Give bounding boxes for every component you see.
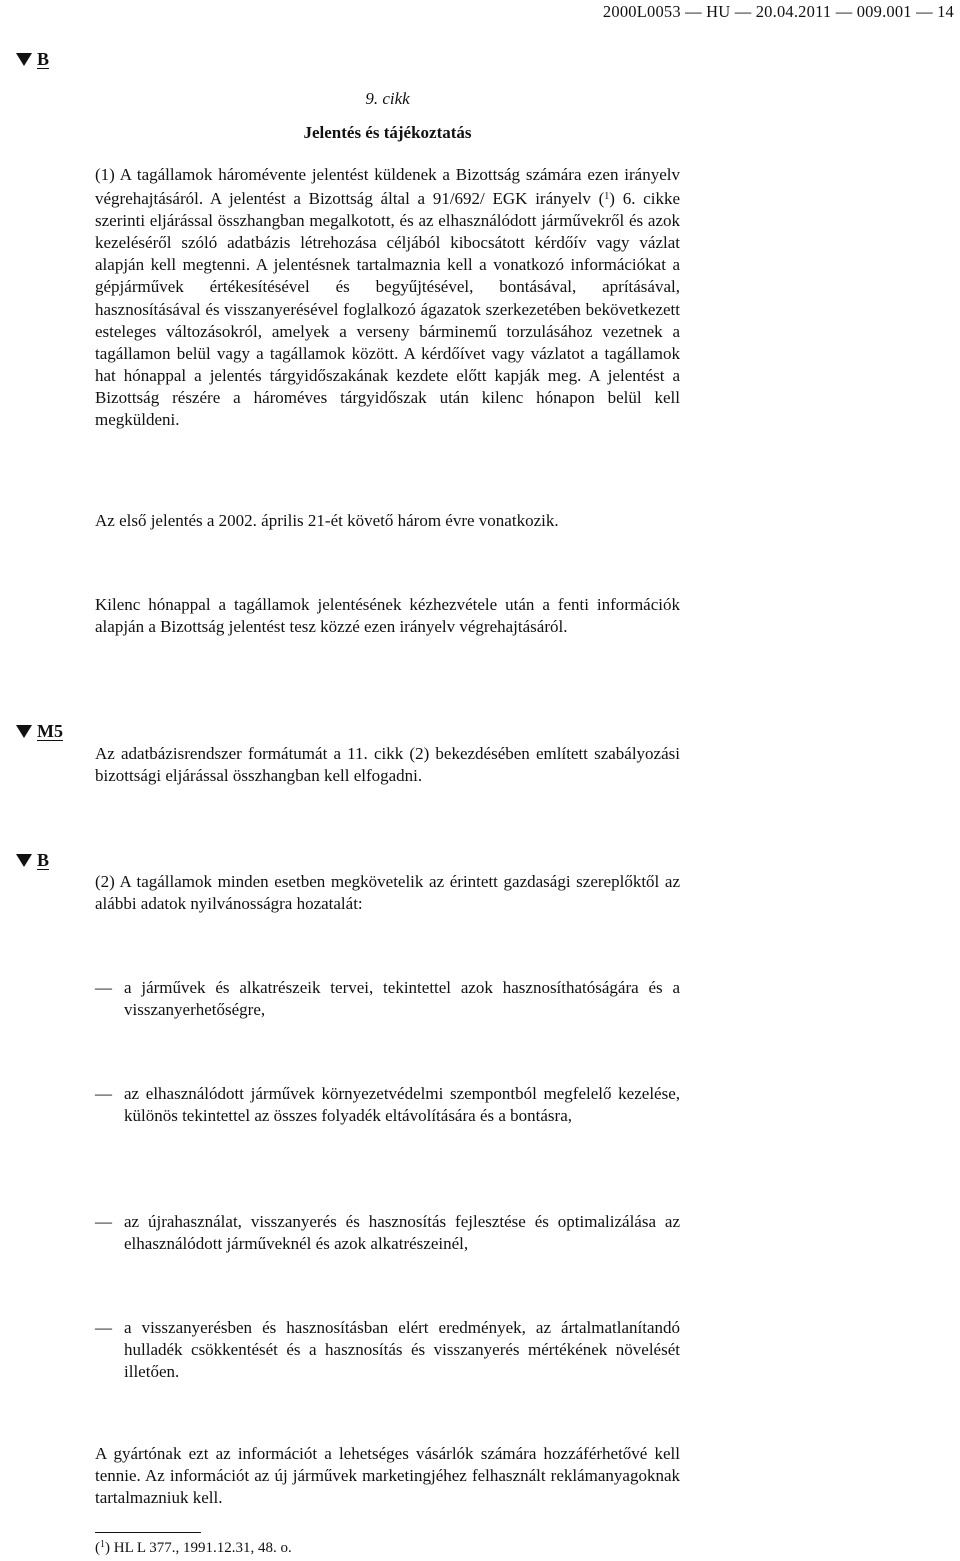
list-item: a visszanyerésben és hasznosításban elért eredmények, az ártalmatlanítandó hulladék csökkentését és a hasznosítás és visszanyerés mértékének növelését illetően. [124,1318,680,1382]
amendment-marker-b [16,850,49,871]
marker-code: M5 [37,721,63,741]
paragraph-6: A gyártónak ezt az információt a lehetséges vásárlók számára hozzáférhetővé kell tennie. Az információt az új járművek marketingjéhez felhasznált reklámanyagoknak tartalmazniuk kell. [95,1444,680,1508]
article-number: 9. cikk [365,89,410,108]
list-dash: — [95,1084,112,1103]
footnote-text: ) HL L 377., 1991.12.31, 48. o. [105,1540,292,1556]
footnote-ref: 1 [604,191,610,203]
article-title: Jelentés és tájékoztatás [303,123,472,142]
list-dash: — [95,978,112,997]
paragraph-4: Az adatbázisrendszer formátumát a 11. cikk (2) bekezdésében említett szabályozási bizottsági eljárással összhangban kell elfogadni. [95,744,680,786]
list-item: a járművek és alkatrészeik tervei, tekintettel azok hasznosíthatóságára és a visszanyerhetőségre, [124,978,680,1020]
list-dash: — [95,1212,112,1231]
footnote [95,1539,292,1557]
paragraph-1-start: (1) A tagállamok háromévente jelentést küldenek a Bizottság számára ezen irányelv végrehajtásáról. A jelentést a Bizottság által a 91/692/ EGK irányelv ( [95,165,680,209]
amendment-marker-b [16,49,49,70]
paragraph-5: (2) A tagállamok minden esetben megkövetelik az érintett gazdasági szereplőktől az alábbi adatok nyilvánosságra hozatalát: [95,872,680,914]
paragraph-1-end: ) 6. cikke szerinti eljárással összhangban megalkotott, és az elhasználódott járművekről és azok kezeléséről szóló adatbázis létrehozása céljából kibocsátott kérdőív vagy vázlat alapján kell megtenni. A jelentésnek tartalmaznia kell a vonatkozó információkat a gépjárművek értékesítésével és begyűjtésével, bontásával, aprításával, hasznosításával és visszanyerésével foglalkozó ágazatok szerkezetében bekövetkezett esteleges változásokról, amelyek a verseny bárminemű torzulásához vezetnek a tagállamon belül vagy a tagállamok között. A kérdőívet vagy vázlatot a tagállamok hat hónappal a jelentés tárgyidőszakának kezdete előtt kapják meg. A jelentést a Bizottság részére a hároméves tárgyidőszak után kilenc hónapon belül kell megküldeni. [95,189,680,430]
triangle-down-icon [16,53,32,66]
footnote-mark: 1 [100,1539,105,1550]
paragraph-3: Kilenc hónappal a tagállamok jelentésének kézhezvétele után a fenti információk alapján a Bizottság jelentést tesz közzé ezen irányelv végrehajtásáról. [95,595,680,637]
document-header: 2000L0053 — HU — 20.04.2011 — 009.001 — 14 [602,2,954,21]
list-item: az újrahasználat, visszanyerés és hasznosítás fejlesztése és optimalizálása az elhasználódott járműveknél és azok alkatrészeinél, [124,1212,680,1254]
triangle-down-icon [16,854,32,867]
list-dash: — [95,1318,112,1337]
marker-code: B [37,850,50,870]
triangle-down-icon [16,725,32,738]
amendment-marker-m5 [16,721,63,742]
list-item: az elhasználódott járművek környezetvédelmi szempontból megfelelő kezelése, különös tekintettel az összes folyadék eltávolítására és a bontásra, [124,1084,680,1126]
marker-code: B [37,49,50,69]
footnote-separator [95,1532,201,1533]
paragraph-1 [95,164,680,431]
paragraph-2: Az első jelentés a 2002. április 21-ét követő három évre vonatkozik. [95,511,559,530]
footnote-open-paren: ( [95,1540,100,1556]
